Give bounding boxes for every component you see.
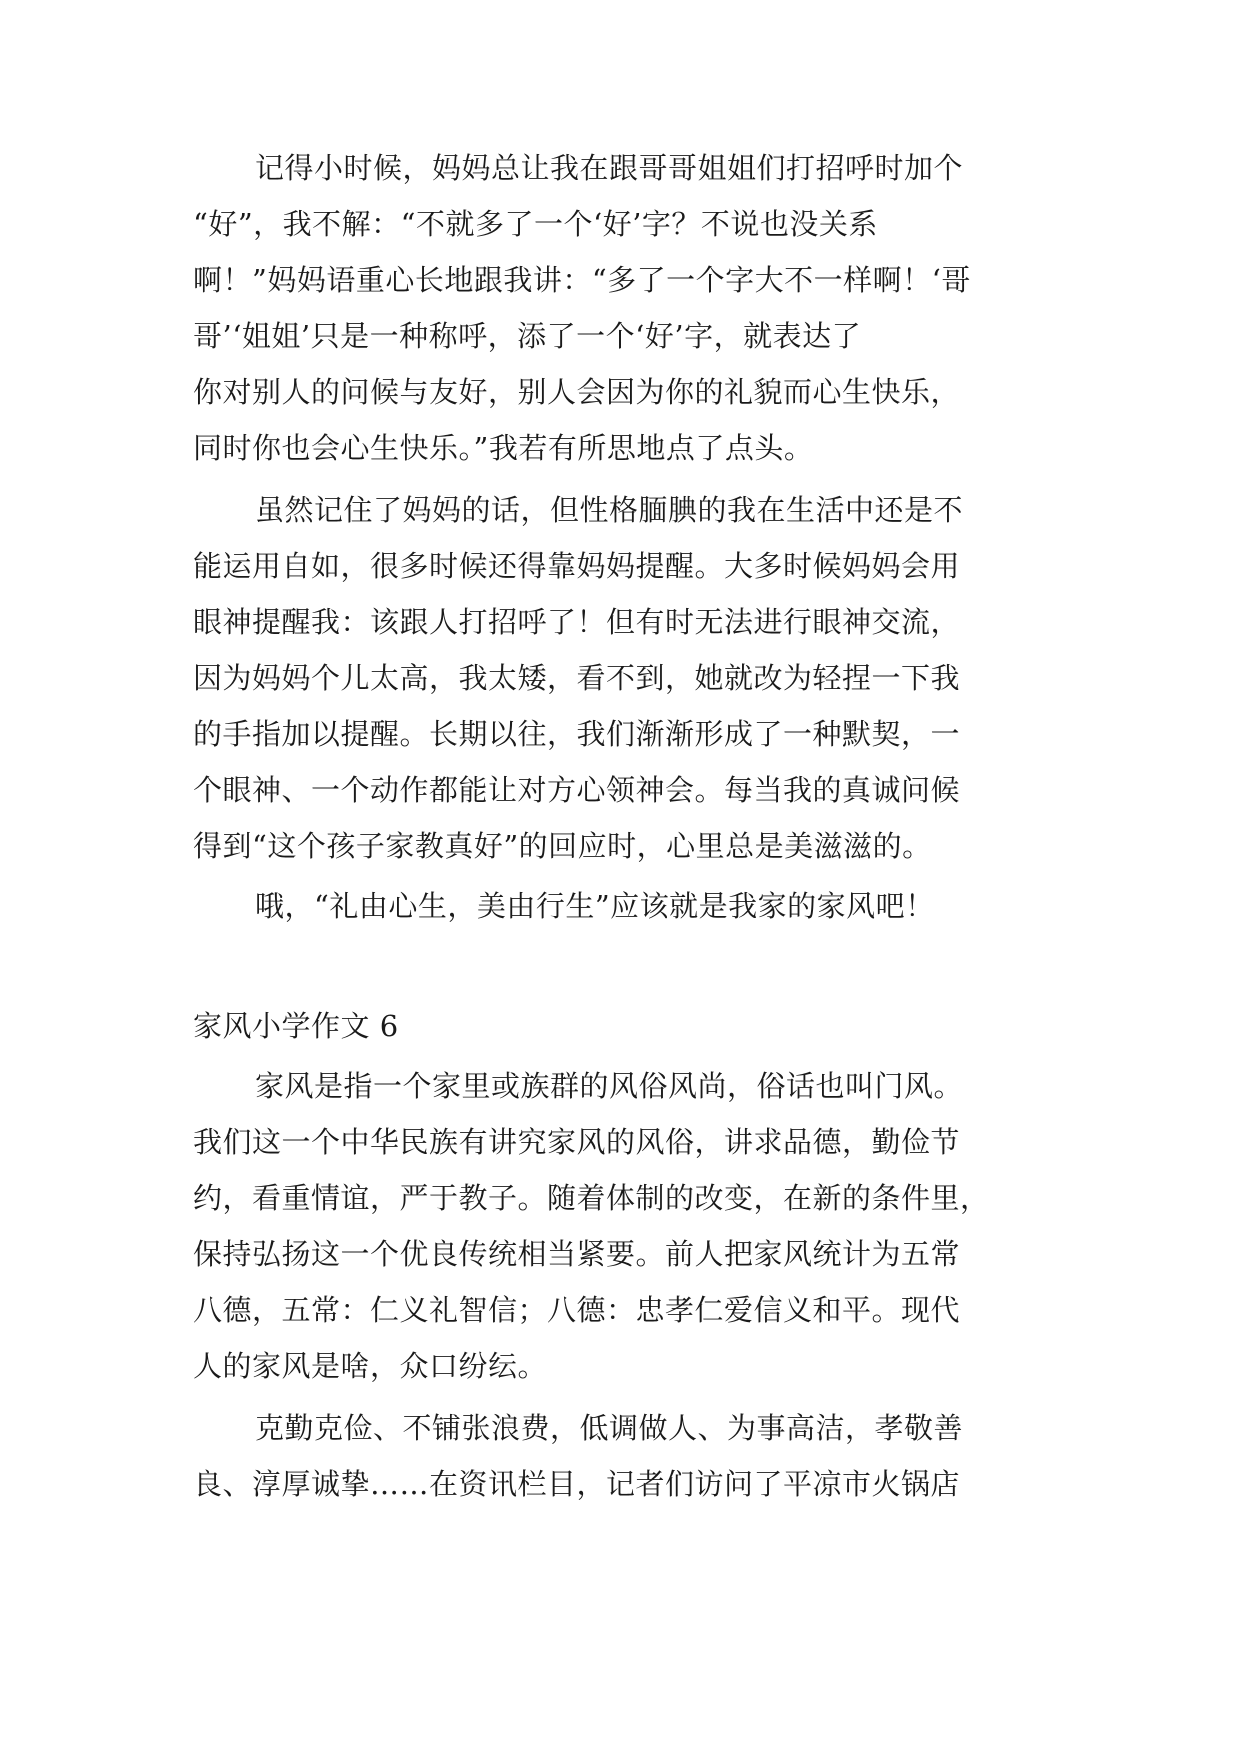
paragraph-5-line-1: 克勤克俭、不铺张浪费，低调做人、为事高洁，孝敬善 [255,1411,964,1445]
paragraph-4-line-2: 我们这一个中华民族有讲究家风的风俗，讲求品德，勤俭节 [193,1125,961,1159]
paragraph-2-line-4: 因为妈妈个儿太高，我太矮，看不到，她就改为轻捏一下我 [193,661,961,695]
paragraph-1-line-4: 哥’‘姐姐’只是一种称呼，添了一个‘好’字，就表达了 [193,319,862,353]
paragraph-2-line-6: 个眼神、一个动作都能让对方心领神会。每当我的真诚问候 [193,773,961,807]
paragraph-2-line-5: 的手指加以提醒。长期以往，我们渐渐形成了一种默契，一 [193,717,961,751]
paragraph-4-line-1: 家风是指一个家里或族群的风俗风尚，俗话也叫门风。 [255,1069,964,1103]
paragraph-2-line-1: 虽然记住了妈妈的话，但性格腼腆的我在生活中还是不 [255,493,964,527]
paragraph-1-line-3: 啊！”妈妈语重心长地跟我讲：“多了一个字大不一样啊！‘哥 [193,263,971,297]
paragraph-2-line-3: 眼神提醒我：该跟人打招呼了！但有时无法进行眼神交流， [193,605,961,639]
paragraph-4-line-5: 八德，五常：仁义礼智信；八德：忠孝仁爱信义和平。现代 [193,1293,961,1327]
paragraph-4-line-4: 保持弘扬这一个优良传统相当紧要。前人把家风统计为五常 [193,1237,961,1271]
paragraph-1-line-2: “好”，我不解：“不就多了一个‘好’字？不说也没关系 [193,207,878,241]
paragraph-3-line-1: 哦，“礼由心生，美由行生”应该就是我家的家风吧！ [255,889,935,923]
paragraph-4-line-6: 人的家风是啥，众口纷纭。 [193,1349,548,1383]
paragraph-1-line-1: 记得小时候，妈妈总让我在跟哥哥姐姐们打招呼时加个 [255,151,964,185]
paragraph-2-line-7: 得到“这个孩子家教真好”的回应时，心里总是美滋滋的。 [193,829,932,863]
paragraph-4-line-3: 约，看重情谊，严于教子。随着体制的改变，在新的条件里， [193,1181,990,1215]
section-title: 家风小学作文 6 [193,1009,399,1043]
paragraph-5-line-2: 良、淳厚诚挚……在资讯栏目，记者们访问了平凉市火锅店 [193,1467,961,1501]
paragraph-2-line-2: 能运用自如，很多时候还得靠妈妈提醒。大多时候妈妈会用 [193,549,961,583]
paragraph-1-line-5: 你对别人的问候与友好，别人会因为你的礼貌而心生快乐， [193,375,961,409]
paragraph-1-line-6: 同时你也会心生快乐。”我若有所思地点了点头。 [193,431,814,465]
